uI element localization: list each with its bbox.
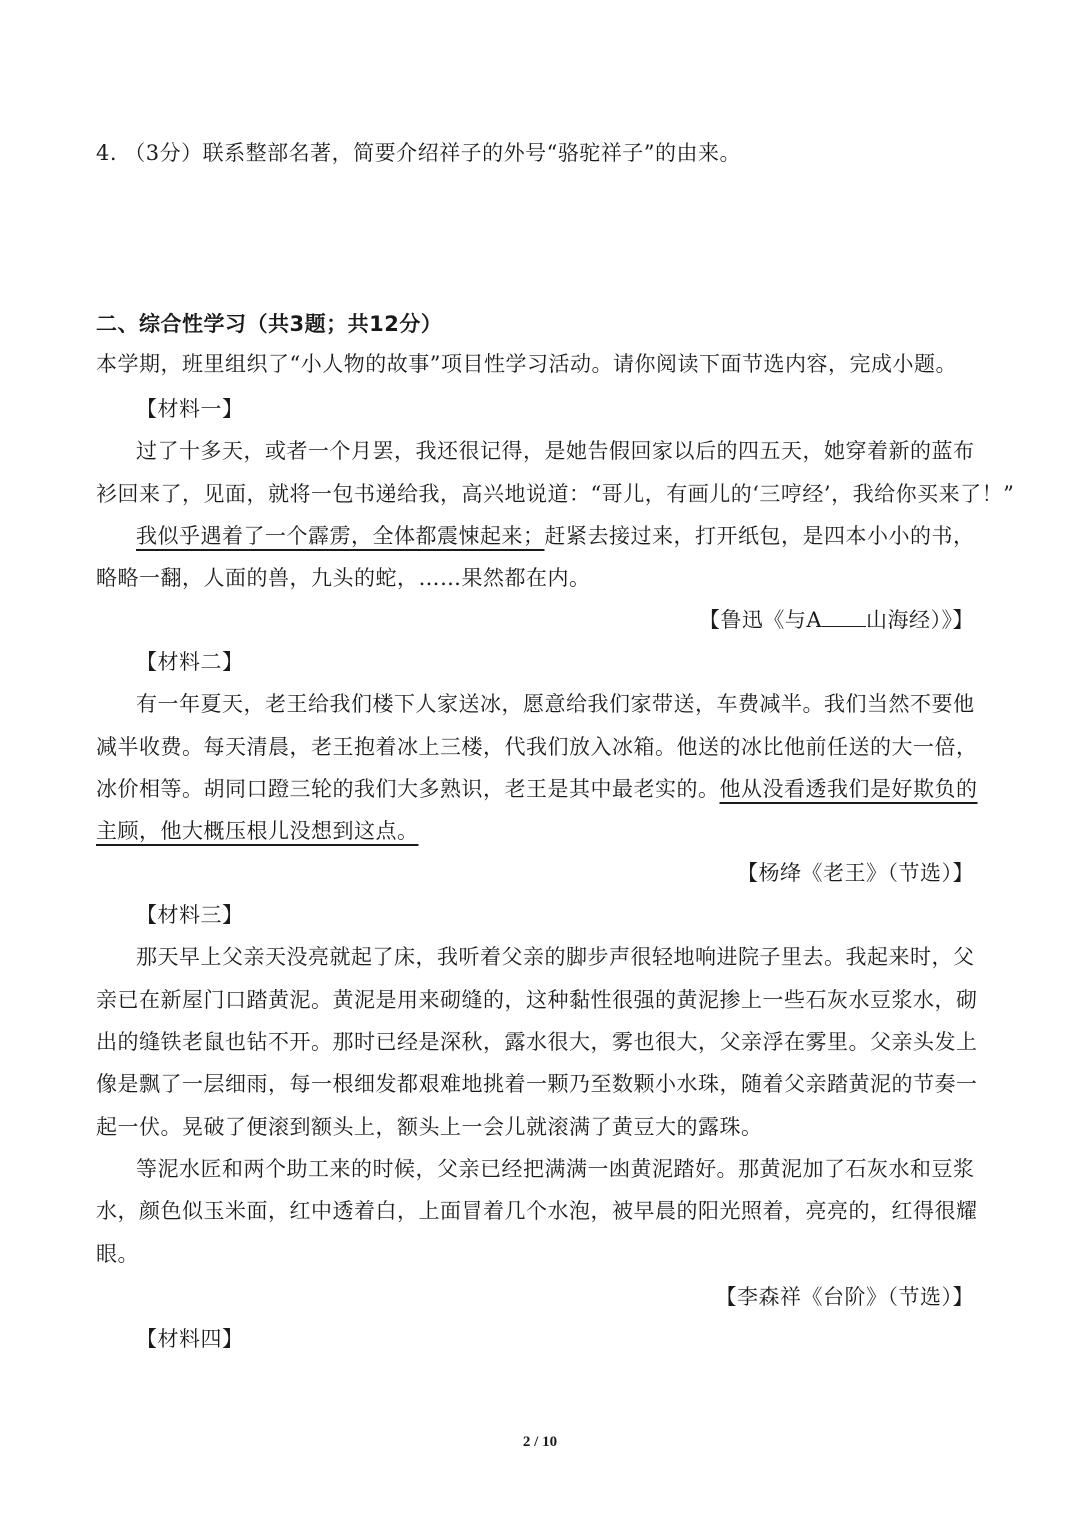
- material3-p2-line2: 水，颜色似玉米面，红中透着白，上面冒着几个水泡，被早晨的阳光照着，亮亮的，红得很耀: [96, 1199, 978, 1223]
- material2-line2: 减半收费。每天清晨，老王抱着冰上三楼，代我们放入冰箱。他送的冰比他前任送的大一倍，: [96, 735, 978, 759]
- material1-underlined-sentence: 我似乎遇着了一个霹雳，全体都震悚起来；: [136, 524, 545, 548]
- material1-source: [699, 605, 974, 635]
- material3-label: 【材料三】: [136, 903, 244, 927]
- material1-line3: [136, 521, 975, 551]
- material1-source-prefix: 【鲁迅《与A: [698, 608, 822, 632]
- question-4: 4. （3分）联系整部名著，简要介绍祥子的外号“骆驼祥子”的由来。: [96, 141, 742, 165]
- material4-label: 【材料四】: [136, 1327, 244, 1351]
- material1-line4: 略略一翻，人面的兽，九头的蛇，……果然都在内。: [96, 566, 591, 590]
- material3-p2-line3: 眼。: [96, 1242, 139, 1266]
- section-heading: 二、综合性学习（共3题；共12分）: [96, 312, 443, 336]
- material3-p1-line5: 起一伏。晃破了便滚到额头上，额头上一会儿就滚满了黄豆大的露珠。: [96, 1115, 763, 1139]
- material2-line3: [96, 774, 978, 804]
- material3-p1-line1: 那天早上父亲天没亮就起了床，我听着父亲的脚步声很轻地响进院子里去。我起来时，父: [136, 945, 975, 969]
- material1-line2: 衫回来了，见面，就将一包书递给我，高兴地说道：“哥儿，有画儿的‘三哼经’，我给你买来了！”: [96, 482, 1015, 506]
- material3-p1-line4: 像是飘了一层细雨，每一根细发都艰难地挑着一颗乃至数颗小水珠，随着父亲踏黄泥的节奏一: [96, 1072, 978, 1096]
- material2-underlined-sentence: 他从没看透我们是好欺负的: [719, 777, 978, 801]
- material2-line4: 主顾，他大概压根儿没想到这点。: [96, 819, 419, 843]
- material1-label: 【材料一】: [136, 397, 244, 421]
- material2-line3-plain: 冰价相等。胡同口蹬三轮的我们大多熟识，老王是其中最老实的。: [96, 777, 720, 801]
- section-intro: 本学期，班里组织了“小人物的故事”项目性学习活动。请你阅读下面节选内容，完成小题。: [96, 352, 957, 376]
- fill-in-blank[interactable]: [822, 608, 866, 627]
- material1-line1: 过了十多天，或者一个月罢，我还很记得，是她告假回家以后的四五天，她穿着新的蓝布: [136, 439, 975, 463]
- material2-label: 【材料二】: [136, 650, 244, 674]
- material3-source: 【李森祥《台阶》（节选）】: [715, 1285, 974, 1309]
- material3-p1-line3: 出的缝铁老鼠也钻不开。那时已经是深秋，露水很大，雾也很大，父亲浮在雾里。父亲头发上: [96, 1030, 978, 1054]
- material2-line1: 有一年夏天，老王给我们楼下人家送冰，愿意给我们家带送，车费减半。我们当然不要他: [136, 692, 975, 716]
- material1-line3-rest: 赶紧去接过来，打开纸包，是四本小小的书，: [544, 524, 975, 548]
- page-number: 2 / 10: [522, 1434, 558, 1450]
- material2-source: 【杨绛《老王》（节选）】: [737, 861, 974, 885]
- material1-source-suffix: 山海经）》】: [866, 608, 974, 632]
- material3-p1-line2: 亲已在新屋门口踏黄泥。黄泥是用来砌缝的，这种黏性很强的黄泥掺上一些石灰水豆浆水，砌: [96, 988, 978, 1012]
- material3-p2-line1: 等泥水匠和两个助工来的时候，父亲已经把满满一凼黄泥踏好。那黄泥加了石灰水和豆浆: [136, 1157, 975, 1181]
